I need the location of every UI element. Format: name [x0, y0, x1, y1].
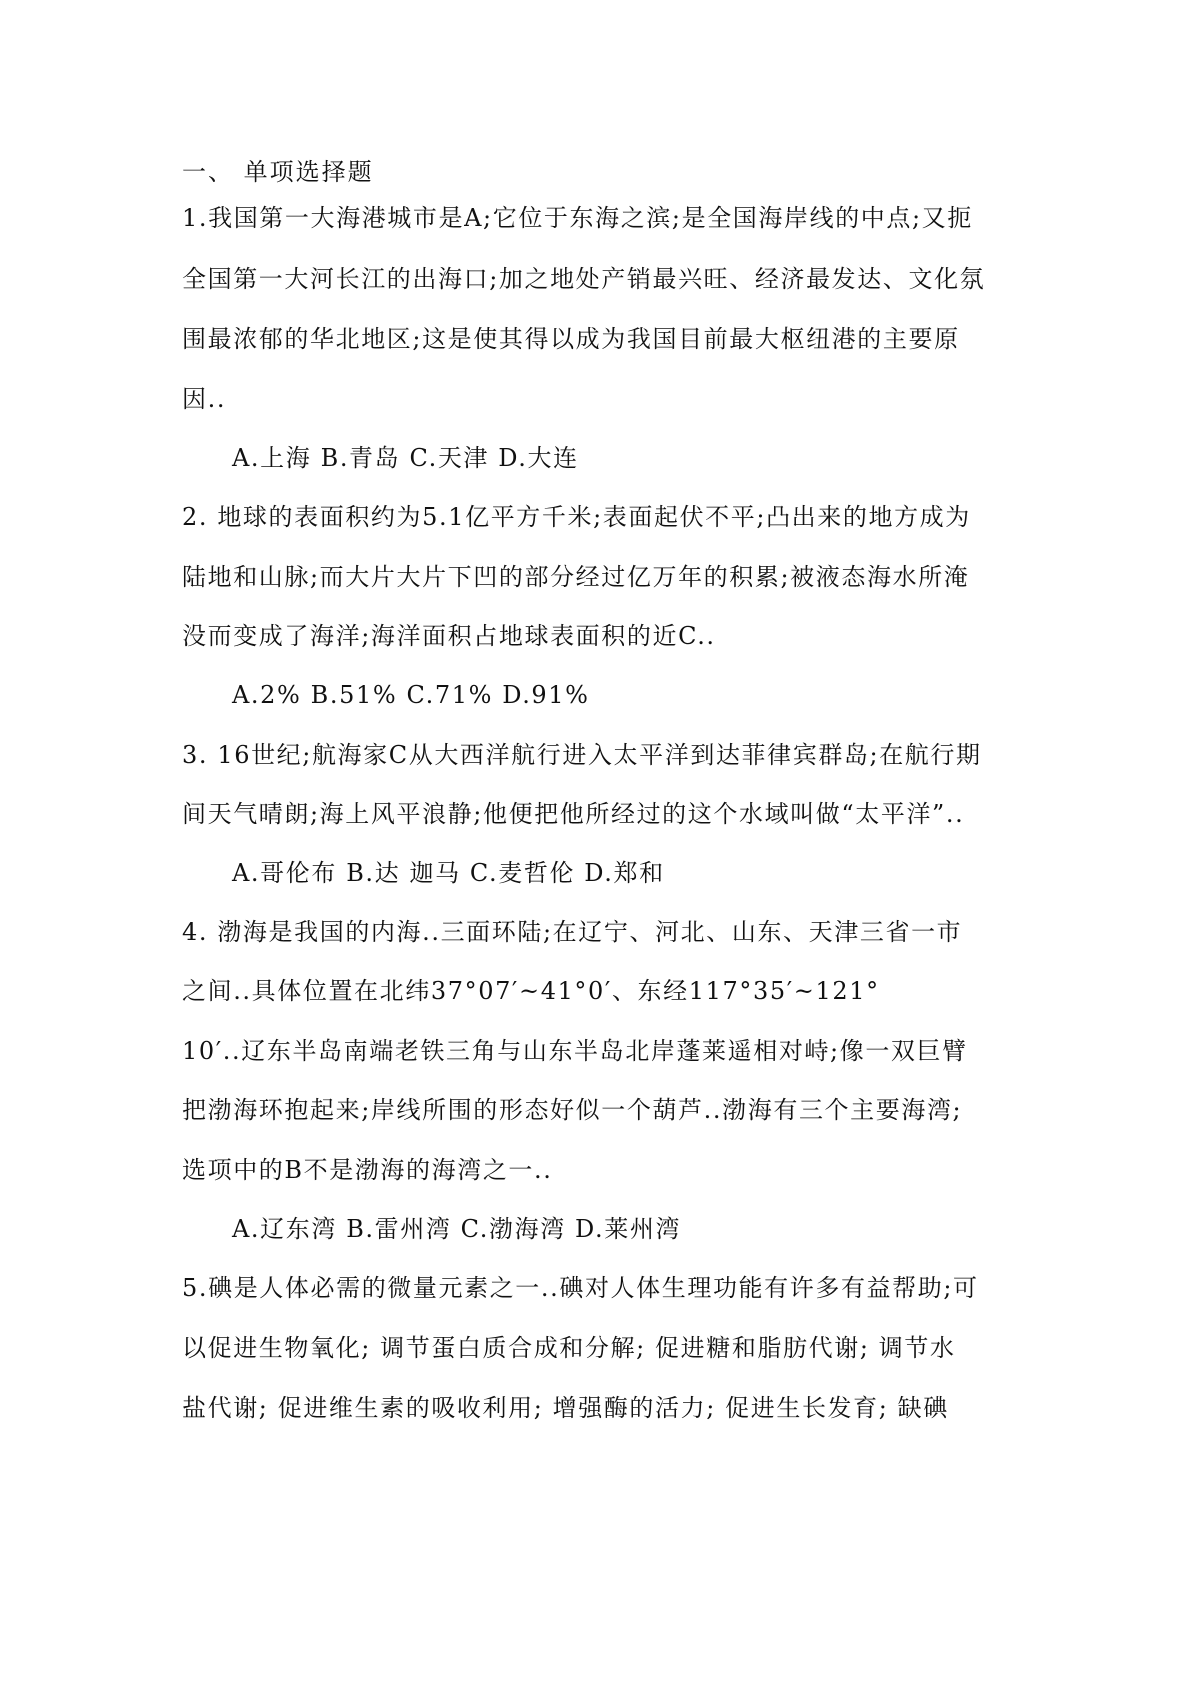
- question-4-options: A.辽东湾 B.雷州湾 C.渤海湾 D.莱州湾: [232, 1215, 682, 1243]
- question-1-line-3: 围最浓郁的华北地区;这是使其得以成为我国目前最大枢纽港的主要原: [182, 325, 960, 353]
- question-4-line-2: 之间..具体位置在北纬37°07′~41°0′、东经117°35′~121°: [182, 977, 880, 1005]
- question-2-options: A.2% B.51% C.71% D.91%: [232, 681, 590, 709]
- question-5-line-1: 5.碘是人体必需的微量元素之一..碘对人体生理功能有许多有益帮助;可: [182, 1274, 979, 1302]
- question-2-line-1: 2. 地球的表面积约为5.1亿平方千米;表面起伏不平;凸出来的地方成为: [182, 503, 971, 531]
- question-2-line-2: 陆地和山脉;而大片大片下凹的部分经过亿万年的积累;被液态海水所淹: [182, 563, 970, 591]
- question-4-line-4: 把渤海环抱起来;岸线所围的形态好似一个葫芦..渤海有三个主要海湾;: [182, 1096, 963, 1124]
- question-5-line-2: 以促进生物氧化; 调节蛋白质合成和分解; 促进糖和脂肪代谢; 调节水: [182, 1334, 956, 1362]
- section-title: 一、 单项选择题: [182, 158, 374, 186]
- question-3-line-1: 3. 16世纪;航海家C从大西洋航行进入太平洋到达菲律宾群岛;在航行期: [182, 741, 982, 769]
- question-4-line-1: 4. 渤海是我国的内海..三面环陆;在辽宁、河北、山东、天津三省一市: [182, 918, 963, 946]
- question-1-line-4: 因..: [182, 385, 227, 413]
- question-3-options: A.哥伦布 B.达 迦马 C.麦哲伦 D.郑和: [232, 859, 665, 887]
- question-4-line-3: 10′..辽东半岛南端老铁三角与山东半岛北岸蓬莱遥相对峙;像一双巨臂: [182, 1037, 968, 1065]
- question-1-line-1: 1.我国第一大海港城市是A;它位于东海之滨;是全国海岸线的中点;又扼: [182, 204, 973, 232]
- question-5-line-3: 盐代谢; 促进维生素的吸收利用; 增强酶的活力; 促进生长发育; 缺碘: [182, 1394, 949, 1422]
- question-1-line-2: 全国第一大河长江的出海口;加之地处产销最兴旺、经济最发达、文化氛: [182, 265, 986, 293]
- question-2-line-3: 没而变成了海洋;海洋面积占地球表面积的近C..: [182, 622, 716, 650]
- question-3-line-2: 间天气晴朗;海上风平浪静;他便把他所经过的这个水域叫做“太平洋”..: [182, 800, 965, 828]
- question-1-options: A.上海 B.青岛 C.天津 D.大连: [232, 444, 579, 472]
- question-4-line-5: 选项中的B不是渤海的海湾之一..: [182, 1156, 553, 1184]
